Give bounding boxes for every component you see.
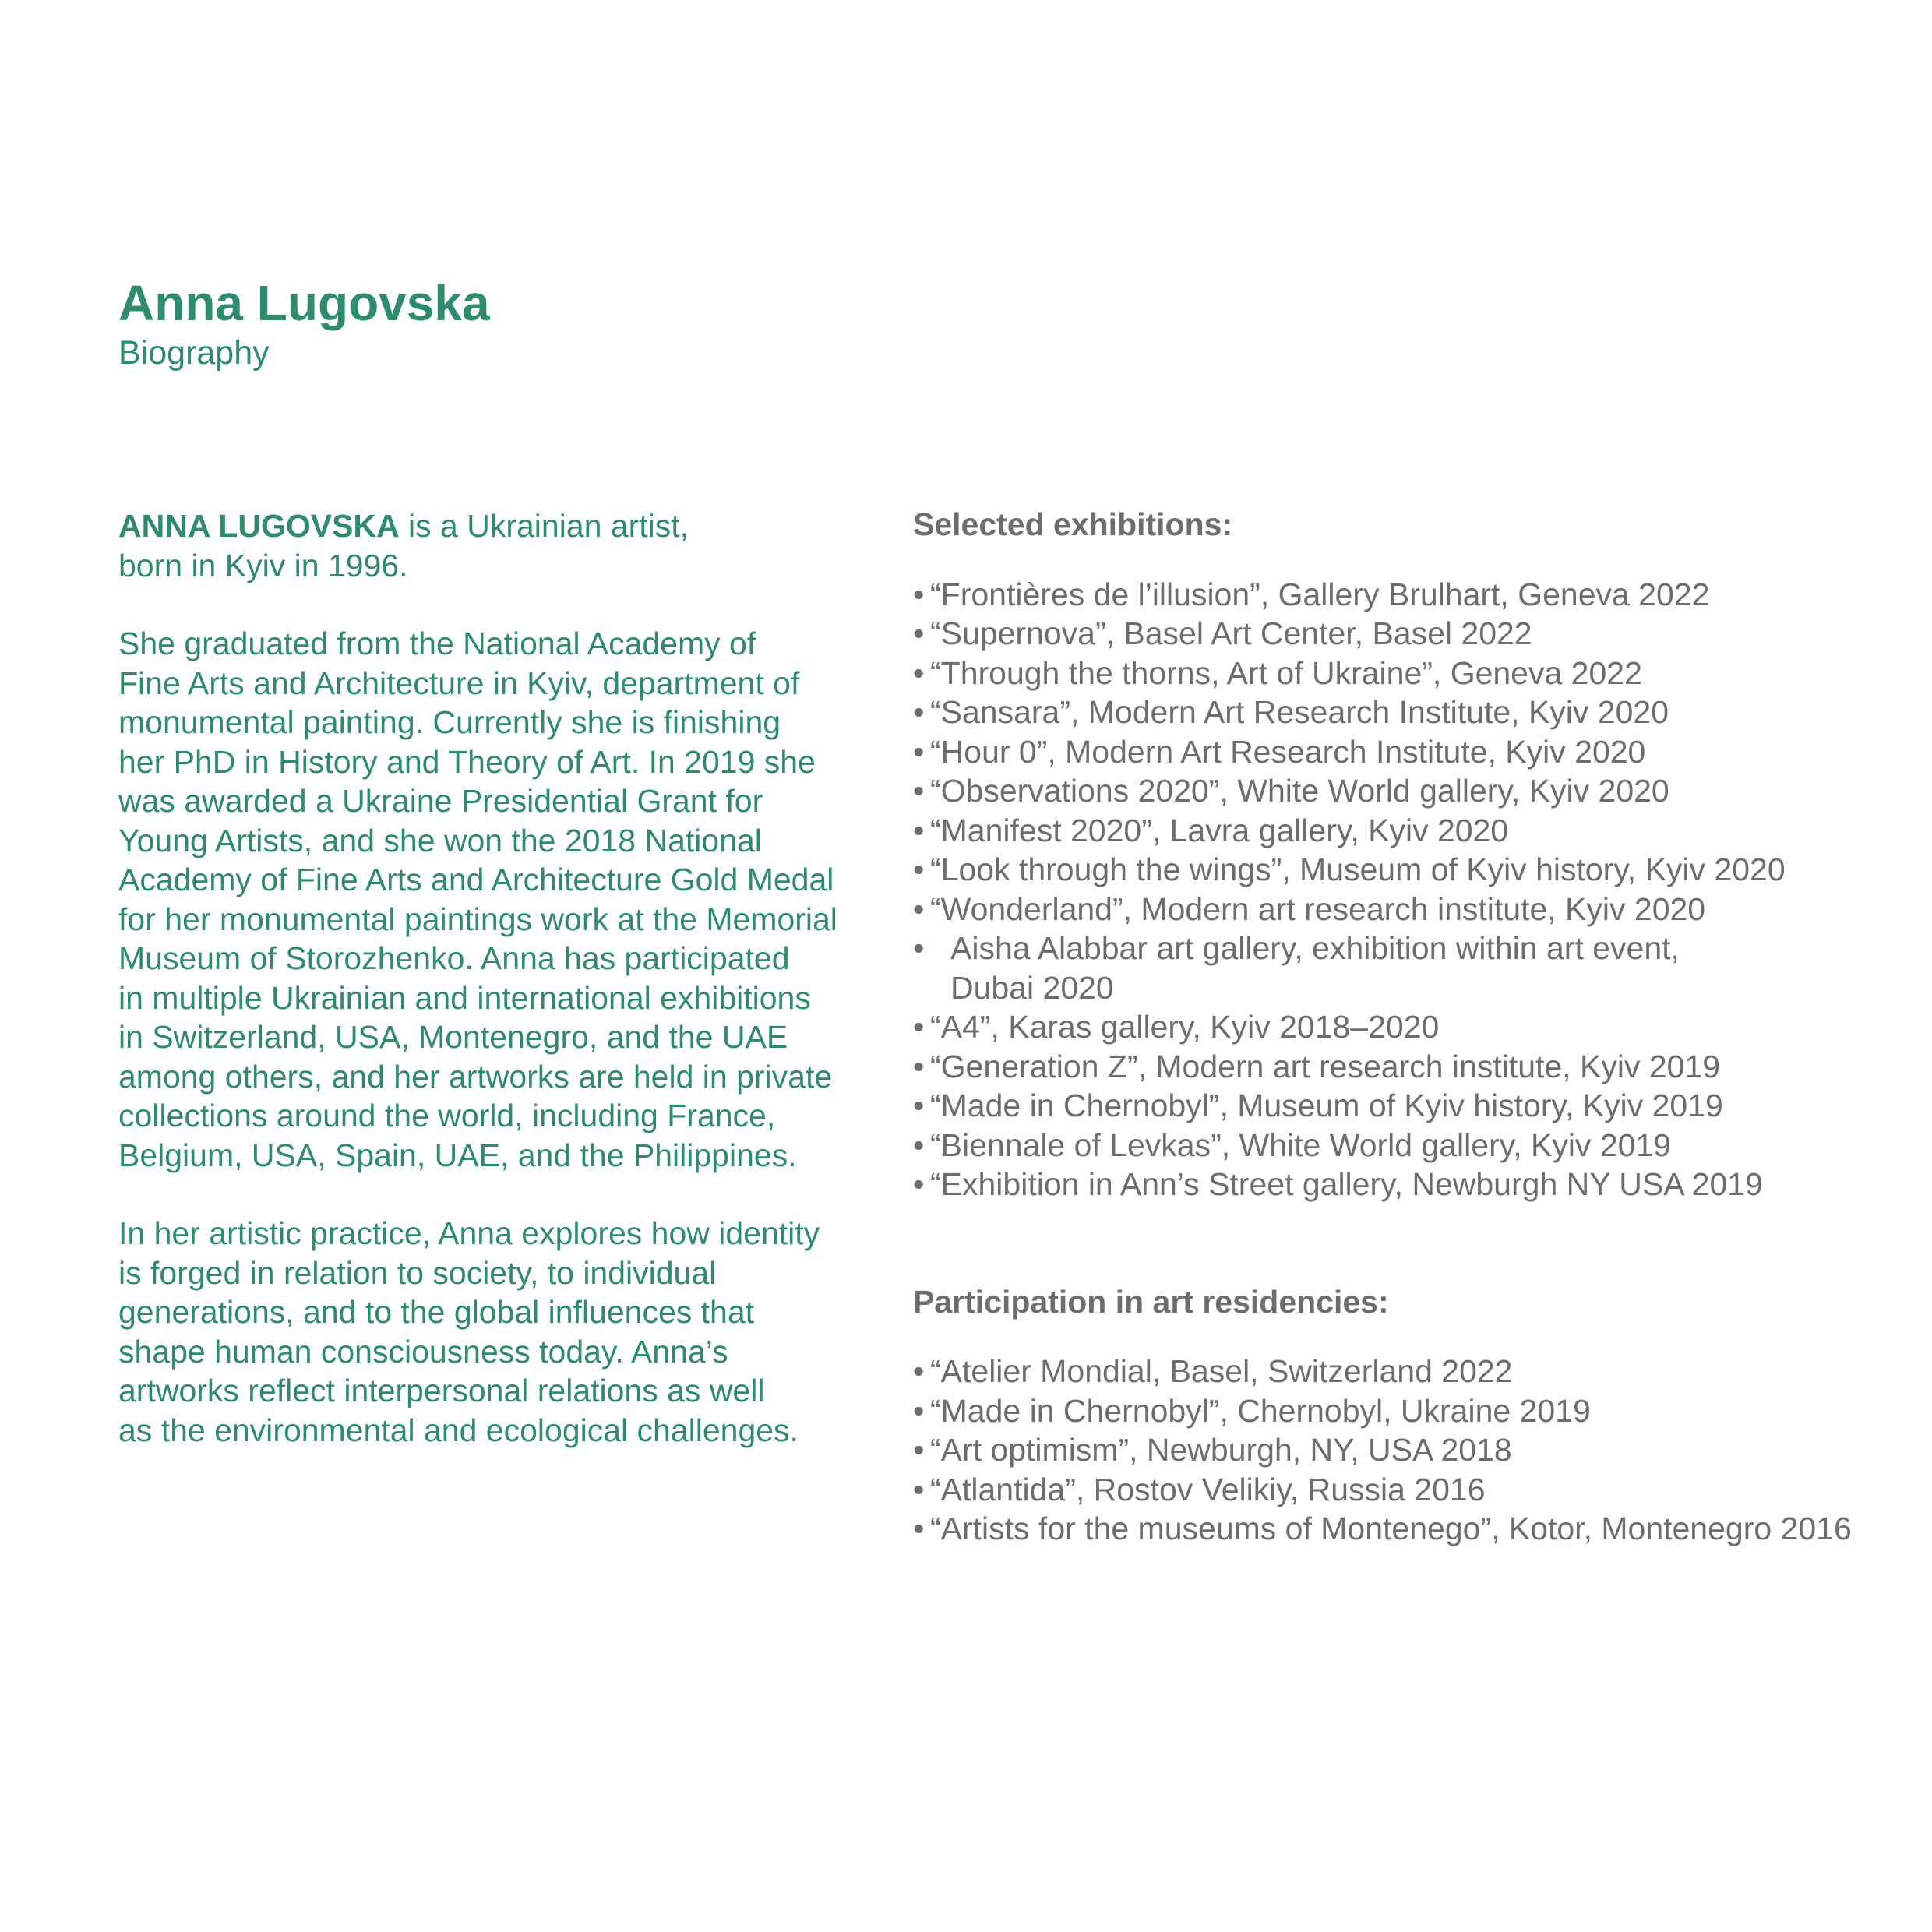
bio-paragraph-education: She graduated from the National Academy of Fine Arts and Architecture in Kyiv, department of monumental painting. Currently she is finishing her PhD in History and Theory of Art. In 2019 she was awarded a Ukraine Presidential Grant for Young Artists, and she won the 2018 National Academy of Fine Arts and Architecture Gold Medal for her monumental paintings work at the Memorial Museum of Storozhenko. Anna has participated in multiple Ukrainian and international exhibitions in Switzerland, USA, Montenegro, and the UAE among others, and her artworks are held in private collections around the world, including France, Belgium, USA, Spain, UAE, and the Philippines. (118, 626, 837, 1173)
biography-text (118, 506, 866, 1489)
list-item: • “Generation Z”, Modern art research institute, Kyiv 2019 (913, 1047, 1918, 1087)
list-item: • “Atelier Mondial, Basel, Switzerland 2022 (913, 1352, 1918, 1391)
bullet-icon: • (913, 1048, 925, 1084)
list-item: • “Made in Chernobyl”, Museum of Kyiv history, Kyiv 2019 (913, 1086, 1918, 1126)
exhibitions-section (913, 505, 1918, 1204)
bullet-icon: • (913, 1126, 925, 1163)
page-subtitle: Biography (118, 334, 270, 372)
cv-column (913, 505, 1918, 1549)
bullet-icon: • (913, 851, 925, 887)
bullet-icon: • (913, 1009, 925, 1045)
residencies-section (913, 1282, 1918, 1549)
list-item: • “A4”, Karas gallery, Kyiv 2018–2020 (913, 1007, 1918, 1047)
exhibitions-title: Selected exhibitions: (913, 506, 1233, 542)
bullet-icon: • (913, 615, 925, 651)
residencies-title: Participation in art residencies: (913, 1283, 1389, 1320)
list-item: • “Wonderland”, Modern art research institute, Kyiv 2020 (913, 890, 1918, 929)
list-item: • “Through the thorns, Art of Ukraine”, Geneva 2022 (913, 654, 1918, 693)
artist-name: Anna Lugovska (118, 275, 490, 331)
bullet-icon: • (913, 1511, 925, 1546)
bullet-icon: • (913, 812, 925, 848)
bio-intro-name: ANNA LUGOVSKA (118, 508, 400, 544)
bullet-icon: • (913, 1432, 925, 1468)
exhibitions-list (913, 575, 1918, 1204)
bullet-icon: • (913, 1392, 925, 1429)
list-item: • “Observations 2020”, White World gallery, Kyiv 2020 (913, 771, 1918, 811)
list-item: • “Biennale of Levkas”, White World gallery, Kyiv 2019 (913, 1126, 1918, 1165)
list-item: • “Frontières de l’illusion”, Gallery Brulhart, Geneva 2022 (913, 575, 1918, 615)
list-item: • “Hour 0”, Modern Art Research Institute, Kyiv 2020 (913, 732, 1918, 772)
list-item: • “Atlantida”, Rostov Velikiy, Russia 2016 (913, 1470, 1918, 1510)
bullet-icon: • (913, 654, 925, 691)
list-item: • “Manifest 2020”, Lavra gallery, Kyiv 2020 (913, 811, 1918, 851)
bullet-icon: • (913, 1088, 925, 1123)
list-item: • “Supernova”, Basel Art Center, Basel 2022 (913, 614, 1918, 654)
list-item: • “Artists for the museums of Montenego”, Kotor, Montenegro 2016 (913, 1509, 1918, 1549)
bullet-icon: • (913, 1166, 925, 1202)
page-header (118, 273, 490, 372)
bio-intro-text: is a Ukrainian artist, born in Kyiv in 1996. (118, 508, 689, 583)
bullet-icon: • (913, 890, 925, 927)
bullet-icon: • (913, 733, 925, 770)
bullet-icon: • (913, 930, 925, 966)
bio-paragraph-practice: In her artistic practice, Anna explores how identity is forged in relation to society, to individual generations, and to the global influences that shape human consciousness today. Anna’s artworks reflect interpersonal relations as well as the environmental and ecological challenges. (118, 1215, 820, 1448)
list-item: • “Sansara”, Modern Art Research Institute, Kyiv 2020 (913, 693, 1918, 732)
bullet-icon: • (913, 1471, 925, 1507)
list-item: • “Exhibition in Ann’s Street gallery, Newburgh NY USA 2019 (913, 1165, 1918, 1204)
bio-intro (118, 506, 866, 585)
residencies-list (913, 1352, 1918, 1549)
list-item: • Aisha Alabbar art gallery, exhibition within art event, Dubai 2020 (913, 930, 1680, 1006)
list-item: • “Look through the wings”, Museum of Kyiv history, Kyiv 2020 (913, 850, 1918, 890)
bullet-icon: • (913, 694, 925, 730)
list-item: • “Made in Chernobyl”, Chernobyl, Ukraine 2019 (913, 1391, 1918, 1431)
list-item: • “Art optimism”, Newburgh, NY, USA 2018 (913, 1430, 1918, 1470)
bullet-icon: • (913, 576, 925, 612)
bullet-icon: • (913, 1353, 925, 1389)
bullet-icon: • (913, 773, 925, 809)
